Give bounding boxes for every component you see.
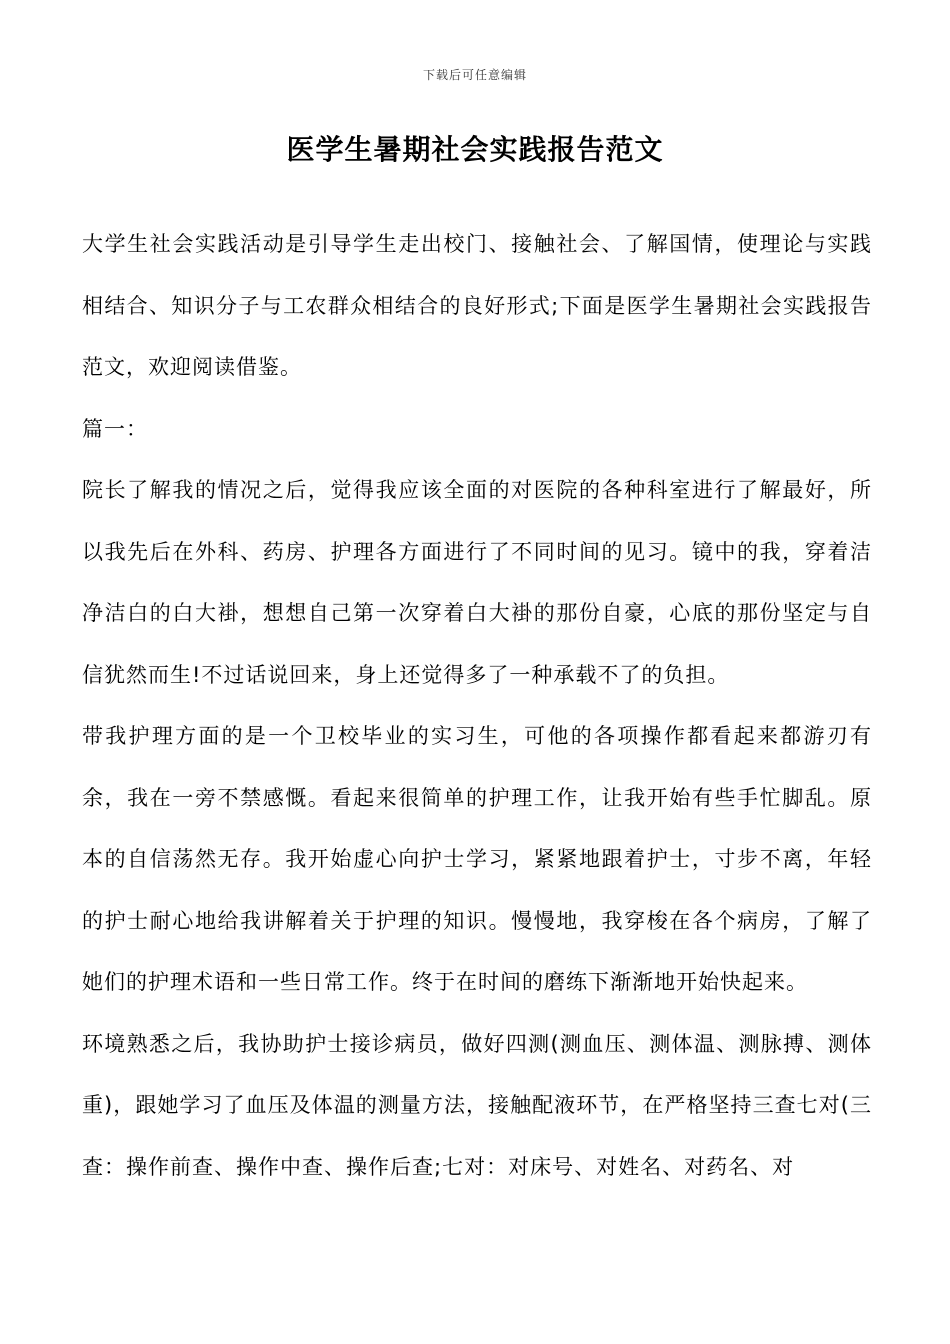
header-note: 下载后可任意编辑: [422, 68, 527, 82]
section-heading-part-one: 篇一：: [82, 416, 148, 441]
document-title: 医学生暑期社会实践报告范文: [286, 133, 664, 166]
paragraph-nursing-practice: 带我护理方面的是一个卫校毕业的实习生，可他的各项操作都看起来都游刃有余，我在一旁不禁感慨。看起来很简单的护理工作，让我开始有些手忙脚乱。原本的自信荡然无存。我开始虚心向护士学习，紧紧地跟着护士，寸步不离，年轻的护士耐心地给我讲解着关于护理的知识。慢慢地，我穿梭在各个病房，了解了她们的护理术语和一些日常工作。终于在时间的磨练下渐渐地开始快起来。: [82, 724, 872, 994]
paragraph-hospital-rotation: 院长了解我的情况之后，觉得我应该全面的对医院的各种科室进行了解最好，所以我先后在外科、药房、护理各方面进行了不同时间的见习。镜中的我，穿着洁净洁白的白大褂，想想自己第一次穿着白大褂的那份自豪，心底的那份坚定与自信犹然而生!不过话说回来，身上还觉得多了一种承载不了的负担。: [82, 478, 872, 687]
paragraph-patient-reception: 环境熟悉之后，我协助护士接诊病员，做好四测(测血压、测体温、测脉搏、测体重)，跟她学习了血压及体温的测量方法，接触配液环节，在严格坚持三查七对(三查：操作前查、操作中查、操作后查;七对：对床号、对姓名、对药名、对: [82, 1031, 872, 1179]
document-body: [82, 214, 872, 1198]
paragraph-intro: 大学生社会实践活动是引导学生走出校门、接触社会、了解国情，使理论与实践相结合、知识分子与工农群众相结合的良好形式;下面是医学生暑期社会实践报告范文，欢迎阅读借鉴。: [82, 232, 872, 379]
